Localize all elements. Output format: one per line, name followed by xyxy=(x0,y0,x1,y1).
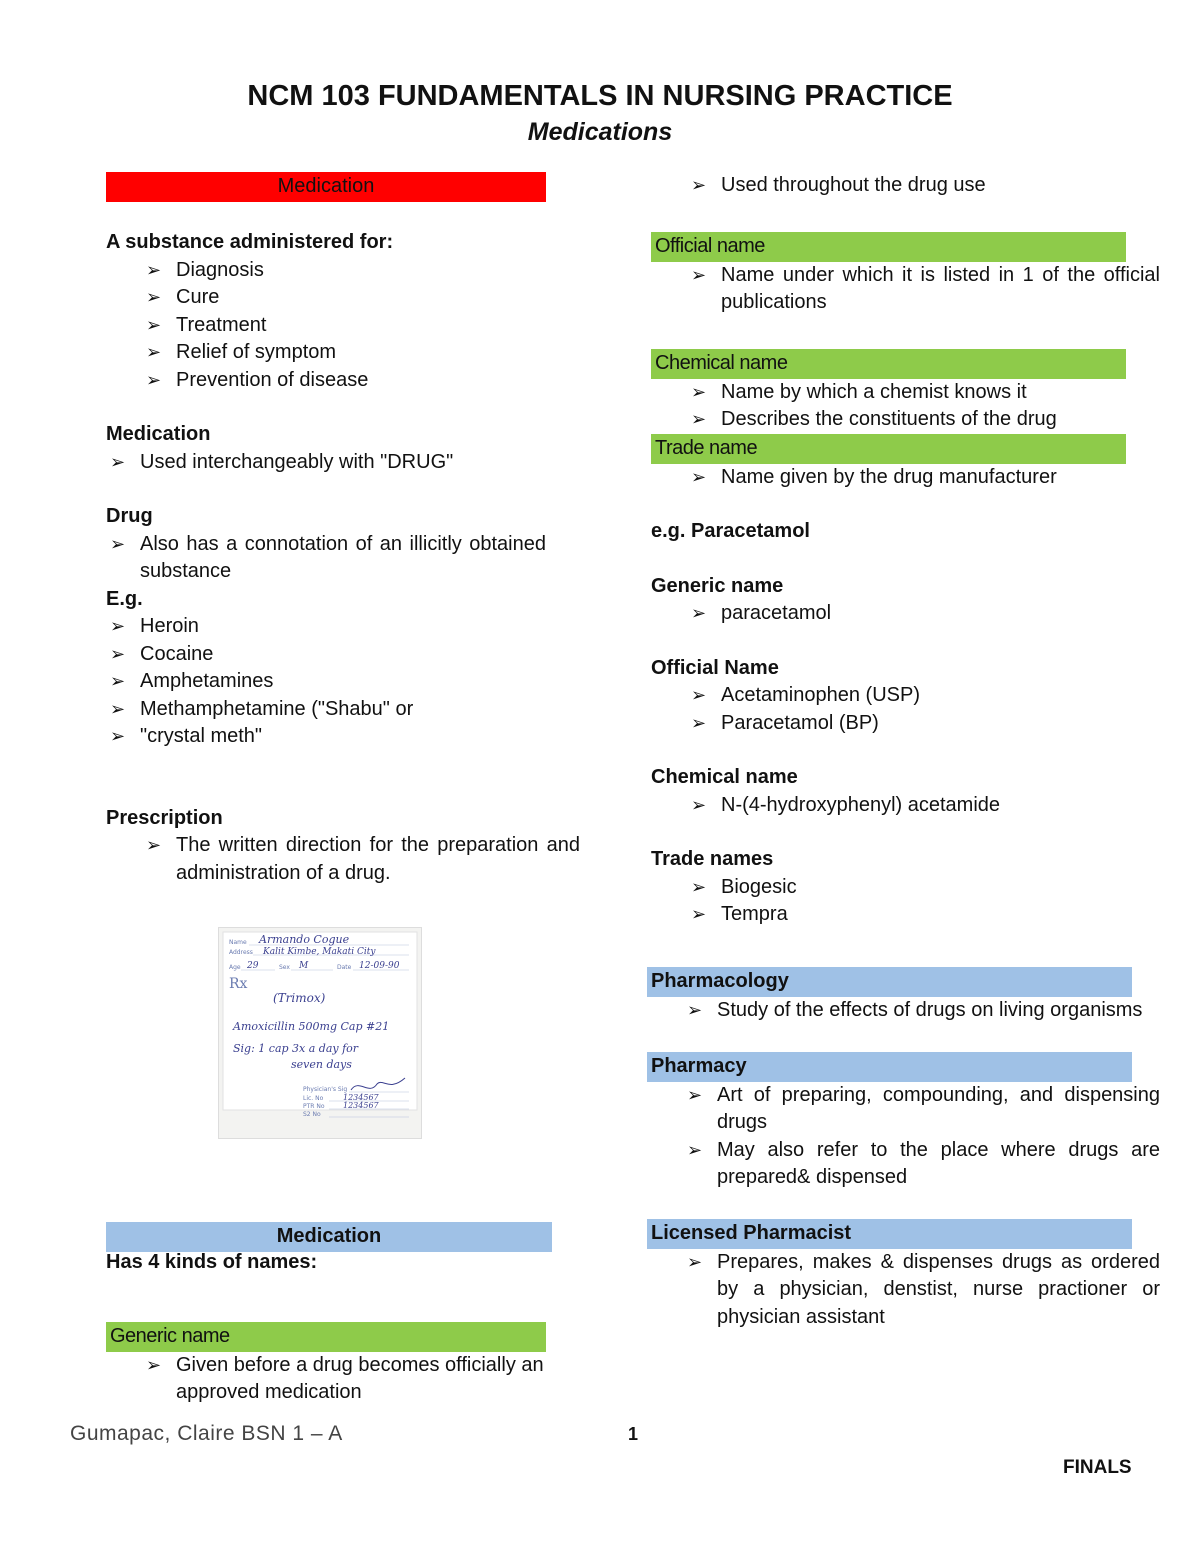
arrowhead-bullet-icon: ➢ xyxy=(146,287,162,307)
list-item: ➢ Prevention of disease xyxy=(142,367,546,395)
arrowhead-bullet-icon: ➢ xyxy=(687,1251,703,1272)
rx-lic-value: 1234567 xyxy=(343,1093,379,1102)
drug-heading: Drug xyxy=(106,505,153,527)
page-title: NCM 103 FUNDAMENTALS IN NURSING PRACTICE xyxy=(247,80,953,112)
rx-address-label: Address xyxy=(229,949,253,956)
rx-s2-label: S2 No xyxy=(303,1111,321,1118)
rx-lic-label: Lic. No xyxy=(303,1095,324,1102)
arrowhead-bullet-icon: ➢ xyxy=(110,698,126,719)
arrowhead-bullet-icon: ➢ xyxy=(691,876,707,897)
list-item: ➢ Treatment xyxy=(142,312,546,340)
arrowhead-bullet-icon: ➢ xyxy=(110,726,126,746)
rx-symbol: Rx xyxy=(229,976,248,992)
rx-name-value: Armando Cogue xyxy=(259,933,350,946)
rx-date-label: Date xyxy=(337,964,352,971)
left-column xyxy=(106,172,580,887)
section-bar-trade-name: Trade name xyxy=(651,434,1126,464)
chemical-name-heading: Chemical name xyxy=(651,766,798,788)
right-column xyxy=(651,172,1160,929)
rx-name-label: Name xyxy=(229,939,247,946)
example-heading: e.g. Paracetamol xyxy=(651,520,810,542)
list-item: ➢ Used throughout the drug use xyxy=(687,172,1160,200)
rx-ptr-value: 1234567 xyxy=(343,1101,379,1110)
section-bar-medication: Medication xyxy=(106,172,546,202)
rx-date-value: 12-09-90 xyxy=(359,961,400,971)
list-item: ➢ Paracetamol (BP) xyxy=(687,710,1126,738)
list-item: ➢ Used interchangeably with "DRUG" xyxy=(106,449,546,477)
list-item: ➢ Also has a connotation of an illicitly obtained substance xyxy=(110,532,546,582)
arrowhead-bullet-icon: ➢ xyxy=(691,603,707,623)
arrowhead-bullet-icon: ➢ xyxy=(110,616,126,636)
arrowhead-bullet-icon: ➢ xyxy=(687,1000,703,1020)
list-item: ➢ Acetaminophen (USP) xyxy=(687,682,1126,710)
arrowhead-bullet-icon: ➢ xyxy=(691,409,707,429)
rx-address-value: Kalit Kimbe, Makati City xyxy=(263,947,376,957)
list-item: ➢ Biogesic xyxy=(687,874,1126,902)
trade-names-heading: Trade names xyxy=(651,848,774,870)
kinds-heading: Has 4 kinds of names: xyxy=(106,1251,318,1273)
section-bar-licensed-pharmacist: Licensed Pharmacist xyxy=(647,1219,1132,1249)
medication-heading: Medication xyxy=(106,423,211,445)
rx-line-1: (Trimox) xyxy=(273,991,326,1005)
arrowhead-bullet-icon: ➢ xyxy=(691,264,707,285)
list-item: ➢ Relief of symptom xyxy=(142,339,546,367)
rx-line-2: Amoxicillin 500mg Cap #21 xyxy=(233,1020,390,1033)
section-bar-generic-name: Generic name xyxy=(106,1322,546,1352)
list-item: ➢ Amphetamines xyxy=(106,668,546,696)
list-item: ➢ paracetamol xyxy=(687,600,1126,628)
rx-age-value: 29 xyxy=(247,961,259,971)
section-bar-pharmacy: Pharmacy xyxy=(647,1052,1132,1082)
substance-heading: A substance administered for: xyxy=(106,231,394,253)
rx-ptr-label: PTR No xyxy=(303,1103,325,1110)
list-item: ➢ Name by which a chemist knows it xyxy=(687,379,1160,407)
arrowhead-bullet-icon: ➢ xyxy=(146,342,162,362)
rx-age-label: Age xyxy=(229,964,241,971)
eg-heading: E.g. xyxy=(106,587,143,610)
prescription-heading: Prescription xyxy=(106,806,223,829)
arrowhead-bullet-icon: ➢ xyxy=(146,369,162,390)
arrowhead-bullet-icon: ➢ xyxy=(687,1084,703,1105)
section-bar-pharmacology: Pharmacology xyxy=(647,967,1132,997)
arrowhead-bullet-icon: ➢ xyxy=(691,175,707,195)
list-item: ➢ Study of the effects of drugs on living organisms xyxy=(683,997,1160,1025)
arrowhead-bullet-icon: ➢ xyxy=(691,794,707,815)
right-column-lower xyxy=(647,967,1160,1331)
section-bar-medication-kinds: Medication xyxy=(106,1222,552,1252)
list-item: ➢ Heroin xyxy=(106,613,546,641)
arrowhead-bullet-icon: ➢ xyxy=(146,314,162,335)
list-item: ➢ Name under which it is listed in 1 of the official publications xyxy=(691,263,1160,313)
list-item: ➢ Cocaine xyxy=(106,641,546,669)
list-item: ➢ Describes the constituents of the drug xyxy=(687,406,1160,434)
official-name-heading: Official Name xyxy=(651,656,779,679)
generic-name-heading: Generic name xyxy=(651,574,784,597)
arrowhead-bullet-icon: ➢ xyxy=(691,685,707,705)
list-item: ➢ Diagnosis xyxy=(142,257,546,285)
arrowhead-bullet-icon: ➢ xyxy=(146,1354,162,1375)
page-number: 1 xyxy=(628,1424,639,1444)
arrowhead-bullet-icon: ➢ xyxy=(110,451,126,472)
section-bar-chemical-name: Chemical name xyxy=(651,349,1126,379)
list-item: ➢ "crystal meth" xyxy=(106,723,546,751)
rx-line-3: Sig: 1 cap 3x a day for xyxy=(233,1042,359,1055)
rx-sex-label: Sex xyxy=(279,964,290,971)
prescription-image xyxy=(218,927,422,1139)
rx-sex-value: M xyxy=(299,961,309,971)
list-item: ➢ Cure xyxy=(142,284,546,312)
footer-author: Gumapac, Claire BSN 1 – A xyxy=(70,1422,343,1445)
arrowhead-bullet-icon: ➢ xyxy=(687,1139,703,1160)
list-item: ➢ N-(4-hydroxyphenyl) acetamide xyxy=(687,792,1126,820)
rx-sig-label: Physician's Sig xyxy=(303,1086,348,1093)
left-column-lower xyxy=(106,1222,552,1407)
rx-line-4: seven days xyxy=(291,1058,352,1071)
arrowhead-bullet-icon: ➢ xyxy=(691,381,707,402)
arrowhead-bullet-icon: ➢ xyxy=(110,643,126,664)
list-item: ➢ Given before a drug becomes officially an approved medication xyxy=(146,1353,544,1403)
list-item: ➢ May also refer to the place where drugs are prepared& dispensed xyxy=(687,1138,1160,1188)
list-item: ➢ Name given by the drug manufacturer xyxy=(687,464,1160,492)
list-item: ➢ Methamphetamine ("Shabu" or xyxy=(106,696,546,724)
list-item: ➢ Prepares, makes & dispenses drugs as ordered by a physician, denstist, nurse practioner or physician assistant xyxy=(687,1250,1160,1328)
arrowhead-bullet-icon: ➢ xyxy=(110,671,126,691)
arrowhead-bullet-icon: ➢ xyxy=(110,533,126,554)
arrowhead-bullet-icon: ➢ xyxy=(146,259,162,280)
arrowhead-bullet-icon: ➢ xyxy=(691,466,707,487)
arrowhead-bullet-icon: ➢ xyxy=(691,904,707,924)
page-subtitle: Medications xyxy=(527,118,673,146)
prescription-drawing xyxy=(219,928,421,1138)
list-item: ➢ Art of preparing, compounding, and dispensing drugs xyxy=(687,1083,1160,1133)
list-item: ➢ Tempra xyxy=(687,901,1126,929)
section-bar-official-name: Official name xyxy=(651,232,1126,262)
list-item: ➢ The written direction for the preparation and administration of a drug. xyxy=(146,834,580,884)
footer-term: FINALS xyxy=(1063,1457,1132,1478)
arrowhead-bullet-icon: ➢ xyxy=(691,712,707,733)
arrowhead-bullet-icon: ➢ xyxy=(146,835,162,855)
